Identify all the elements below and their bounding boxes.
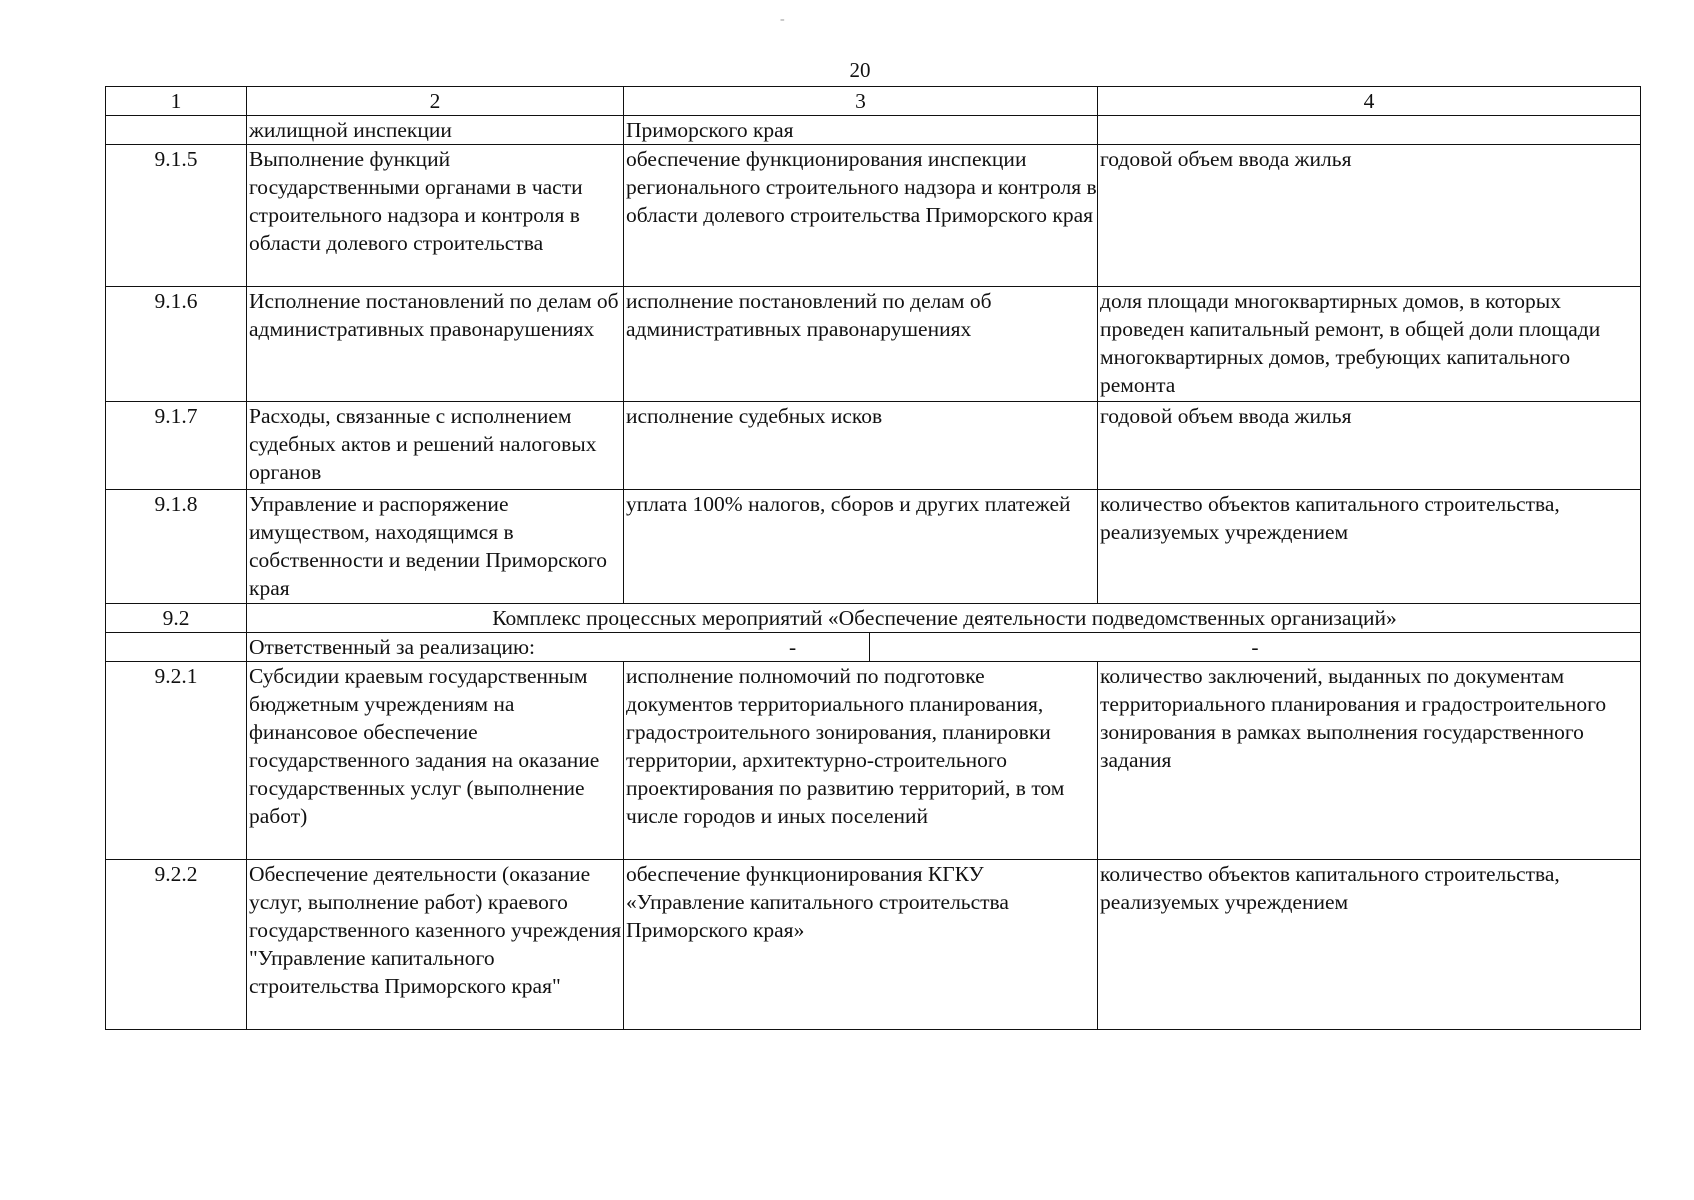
measure-task: уплата 100% налогов, сборов и других платежей [624, 490, 1098, 604]
scan-mark: - [780, 12, 785, 27]
table-row [106, 145, 1641, 287]
measure-name: Выполнение функций государственными органами в части строительного надзора и контроля в области долевого строительства [247, 145, 624, 287]
column-number-row [106, 87, 1641, 116]
measure-indicator: годовой объем ввода жилья [1098, 402, 1641, 490]
measure-task: исполнение судебных исков [624, 402, 1098, 490]
responsible-row [106, 633, 1641, 662]
table-row [106, 662, 1641, 860]
measure-indicator [1098, 116, 1641, 145]
row-number: 9.1.7 [106, 402, 247, 490]
measure-task: исполнение постановлений по делам об административных правонарушениях [624, 287, 1098, 402]
page-number: 20 [849, 58, 871, 82]
table-row [106, 490, 1641, 604]
measure-indicator: годовой объем ввода жилья [1098, 145, 1641, 287]
measure-indicator: количество заключений, выданных по документам территориального планирования и градостроительного зонирования в рамках выполнения государственного задания [1098, 662, 1641, 860]
responsible-split [249, 633, 1640, 661]
responsible-left [249, 633, 870, 661]
row-number: 9.2.2 [106, 860, 247, 1030]
measure-name: Субсидии краевым государственным бюджетным учреждениям на финансовое обеспечение государственного задания на оказание государственных услуг (выполнение работ) [247, 662, 624, 860]
measure-task: обеспечение функционирования КГКУ «Управление капитального строительства Приморского края» [624, 860, 1098, 1030]
measure-task: Приморского края [624, 116, 1098, 145]
measure-indicator: доля площади многоквартирных домов, в которых проведен капитальный ремонт, в общей доли площади многоквартирных домов, требующих капитального ремонта [1098, 287, 1641, 402]
table-row [106, 287, 1641, 402]
responsible-right-value: - [1251, 635, 1259, 659]
measure-name: Обеспечение деятельности (оказание услуг, выполнение работ) краевого государственного казенного учреждения "Управление капитального строительства Приморского края" [247, 860, 624, 1030]
row-number: 9.1.5 [106, 145, 247, 287]
column-number-2: 2 [247, 87, 624, 116]
section-number: 9.2 [106, 604, 247, 633]
measure-name: Расходы, связанные с исполнением судебных актов и решений налоговых органов [247, 402, 624, 490]
row-number: 9.2.1 [106, 662, 247, 860]
column-number-4: 4 [1098, 87, 1641, 116]
measure-indicator: количество объектов капитального строительства, реализуемых учреждением [1098, 490, 1641, 604]
section-row [106, 604, 1641, 633]
row-number: 9.1.6 [106, 287, 247, 402]
column-number-3: 3 [624, 87, 1098, 116]
table-row [106, 116, 1641, 145]
measure-name: Исполнение постановлений по делам об административных правонарушениях [247, 287, 624, 402]
measure-task: исполнение полномочий по подготовке документов территориального планирования, градостроительного зонирования, планировки территории, архитектурно-строительного проектирования по развитию территорий, в том числе городов и иных поселений [624, 662, 1098, 860]
measure-name: жилищной инспекции [247, 116, 624, 145]
table-row [106, 402, 1641, 490]
table-row [106, 860, 1641, 1030]
row-number: 9.1.8 [106, 490, 247, 604]
measures-table [105, 86, 1641, 1030]
responsible-left-value: - [789, 635, 797, 659]
measure-indicator: количество объектов капитального строительства, реализуемых учреждением [1098, 860, 1641, 1030]
responsible-cell [247, 633, 1641, 662]
section-title: Комплекс процессных мероприятий «Обеспечение деятельности подведомственных организаций» [247, 604, 1641, 633]
responsible-label: Ответственный за реализацию: [249, 635, 536, 659]
row-number [106, 116, 247, 145]
measure-task: обеспечение функционирования инспекции регионального строительного надзора и контроля в области долевого строительства Приморского края [624, 145, 1098, 287]
measure-name: Управление и распоряжение имуществом, находящимся в собственности и ведении Приморского края [247, 490, 624, 604]
responsible-empty-cell [106, 633, 247, 662]
column-number-1: 1 [106, 87, 247, 116]
